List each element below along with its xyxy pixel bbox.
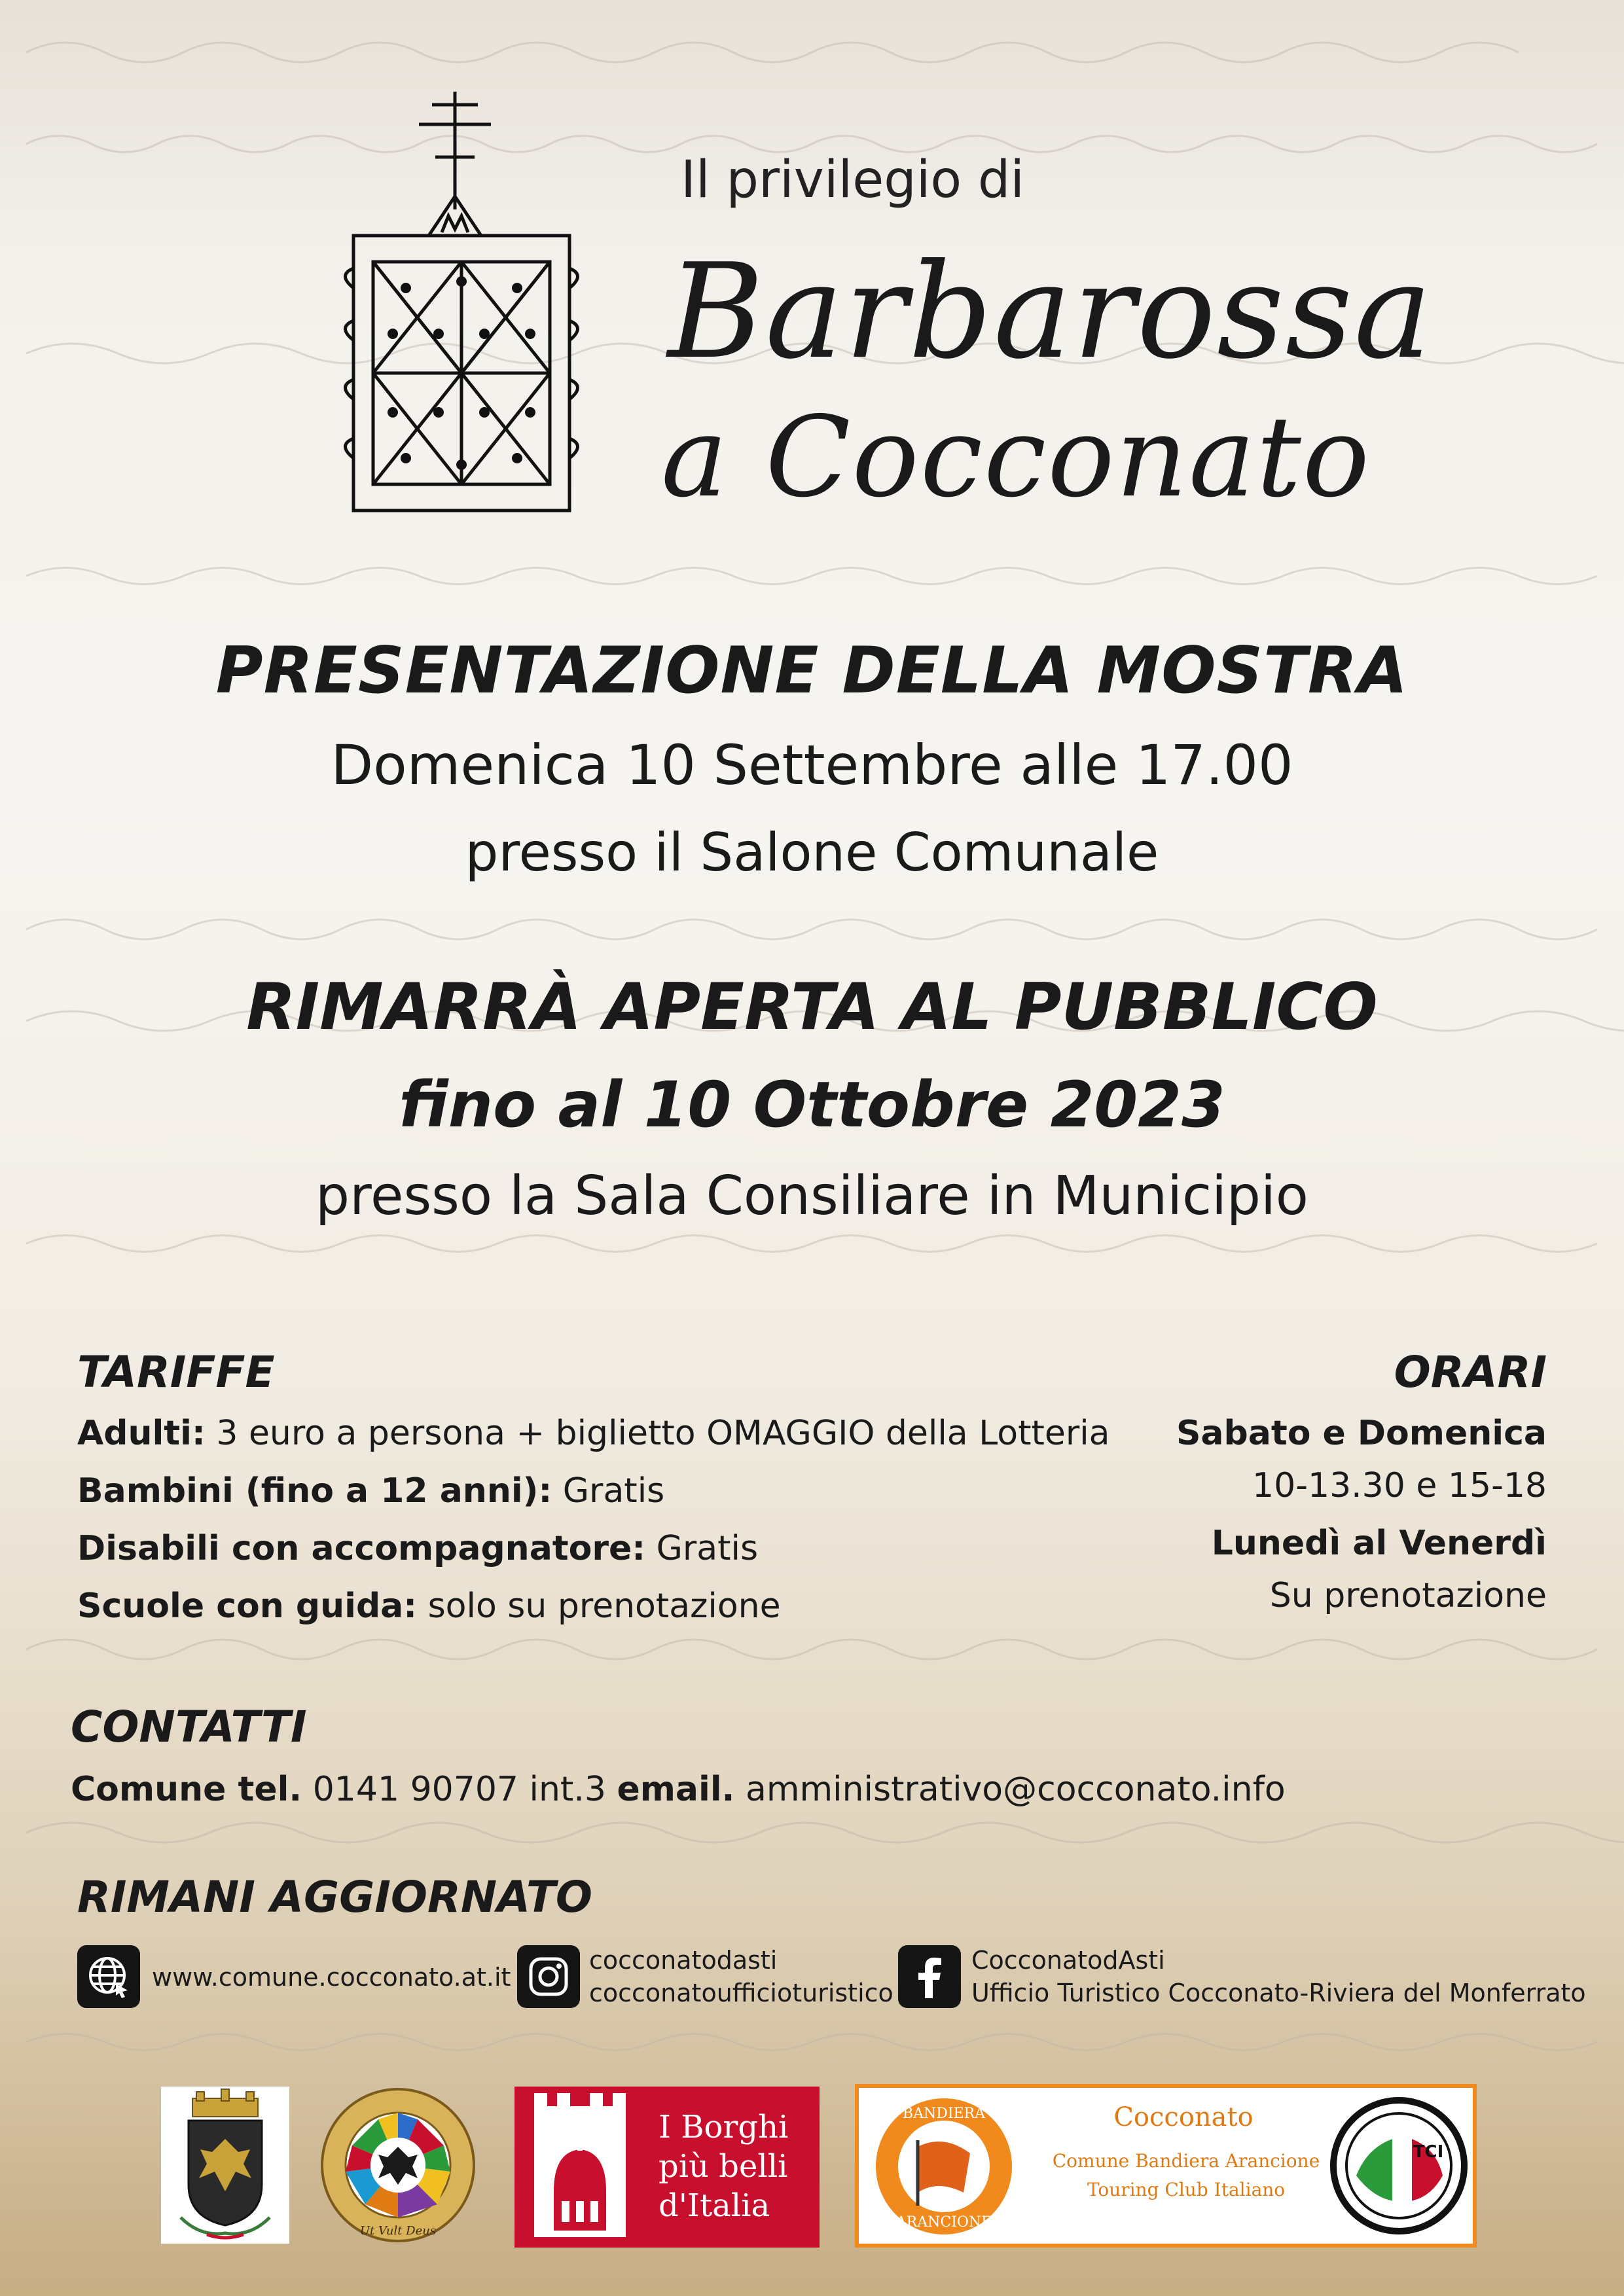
bandiera-badge-icon xyxy=(872,2094,1016,2238)
presentation-date: Domenica 10 Settembre alle 17.00 xyxy=(331,733,1293,797)
orari-title: ORARI xyxy=(1394,1347,1547,1397)
orari-weekday-hours: Su prenotazione xyxy=(1269,1576,1547,1615)
instagram-link-1[interactable]: cocconatodasti xyxy=(589,1946,778,1975)
opening-until: fino al 10 Ottobre 2023 xyxy=(399,1068,1225,1141)
borghi-line-1: I Borghi xyxy=(659,2109,789,2145)
opening-place: presso la Sala Consiliare in Municipio xyxy=(316,1165,1308,1227)
title-line-1: Barbarossa xyxy=(668,236,1434,388)
cocconato-logo-title: Cocconato xyxy=(1113,2102,1254,2132)
municipality-crest-logo xyxy=(161,2087,289,2244)
tariffa-row xyxy=(77,1471,664,1511)
facebook-link-2[interactable]: Ufficio Turistico Cocconato-Riviera del Monferrato xyxy=(971,1979,1586,2007)
cocconato-logo-sub-1: Comune Bandiera Arancione xyxy=(1052,2150,1320,2172)
instagram-link-2[interactable]: cocconatoufficioturistico xyxy=(589,1979,893,2007)
tariffa-value: Gratis xyxy=(552,1471,665,1511)
tariffa-label: Disabili con accompagnatore: xyxy=(77,1529,646,1568)
tel-value[interactable]: 0141 90707 int.3 xyxy=(302,1770,617,1809)
instagram-links xyxy=(589,1944,893,2009)
title-line-2: a Cocconato xyxy=(661,393,1371,522)
pre-title: Il privilegio di xyxy=(681,151,1025,209)
presentation-place: presso il Salone Comunale xyxy=(465,822,1159,883)
tariffa-row xyxy=(77,1587,781,1626)
contact-line xyxy=(71,1770,1286,1809)
cocconato-logo-sub xyxy=(1049,2147,1324,2204)
borghi-logo xyxy=(514,2087,820,2248)
tel-label: Comune tel. xyxy=(71,1770,302,1809)
email-label: email. xyxy=(617,1770,735,1809)
tariffa-label: Scuole con guida: xyxy=(77,1587,418,1626)
tariffa-row xyxy=(77,1414,1110,1453)
tariffa-label: Bambini (fino a 12 anni): xyxy=(77,1471,552,1511)
tariffa-label: Adulti: xyxy=(77,1414,206,1453)
tariffa-value: 3 euro a persona + biglietto OMAGGIO della Lotteria xyxy=(205,1414,1110,1453)
email-value[interactable]: amministrativo@cocconato.info xyxy=(734,1770,1286,1809)
contatti-title: CONTATTI xyxy=(71,1702,307,1752)
bandiera-bottom-text: ARANCIONE xyxy=(895,2214,992,2231)
tariffa-row xyxy=(77,1529,758,1568)
tci-text: TCI xyxy=(1413,2142,1444,2162)
bandiera-arancione-logo xyxy=(855,2084,1477,2248)
palio-association-logo xyxy=(319,2087,477,2244)
tariffa-value: Gratis xyxy=(645,1529,759,1568)
borghi-line-3: d'Italia xyxy=(659,2187,770,2224)
tariffa-value: solo su prenotazione xyxy=(417,1587,781,1626)
website-link[interactable]: www.comune.cocconato.at.it xyxy=(152,1963,511,1992)
palio-motto: Ut Vult Deus xyxy=(359,2224,437,2238)
tariffe-title: TARIFFE xyxy=(77,1347,275,1397)
globe-icon xyxy=(77,1945,140,2008)
presentation-heading: PRESENTAZIONE DELLA MOSTRA xyxy=(215,634,1409,708)
facebook-link-1[interactable]: CocconatodAsti xyxy=(971,1946,1165,1975)
borghi-text xyxy=(645,2087,788,2248)
instagram-icon xyxy=(517,1945,580,2008)
emblem-icon xyxy=(308,72,622,530)
orari-weekend-hours: 10-13.30 e 15-18 xyxy=(1252,1466,1547,1505)
opening-heading: RIMARRÀ APERTA AL PUBBLICO xyxy=(246,970,1378,1045)
facebook-links xyxy=(971,1944,1586,2009)
rimani-title: RIMANI AGGIORNATO xyxy=(77,1872,592,1922)
bandiera-top-text: BANDIERA xyxy=(902,2106,986,2122)
cocconato-logo-sub-2: Touring Club Italiano xyxy=(1087,2179,1286,2200)
tci-badge-icon xyxy=(1330,2097,1468,2234)
borghi-line-2: più belli xyxy=(659,2148,788,2185)
orari-weekend-label: Sabato e Domenica xyxy=(1176,1414,1547,1453)
orari-weekday-label: Lunedì al Venerdì xyxy=(1211,1524,1547,1563)
facebook-icon xyxy=(898,1945,961,2008)
